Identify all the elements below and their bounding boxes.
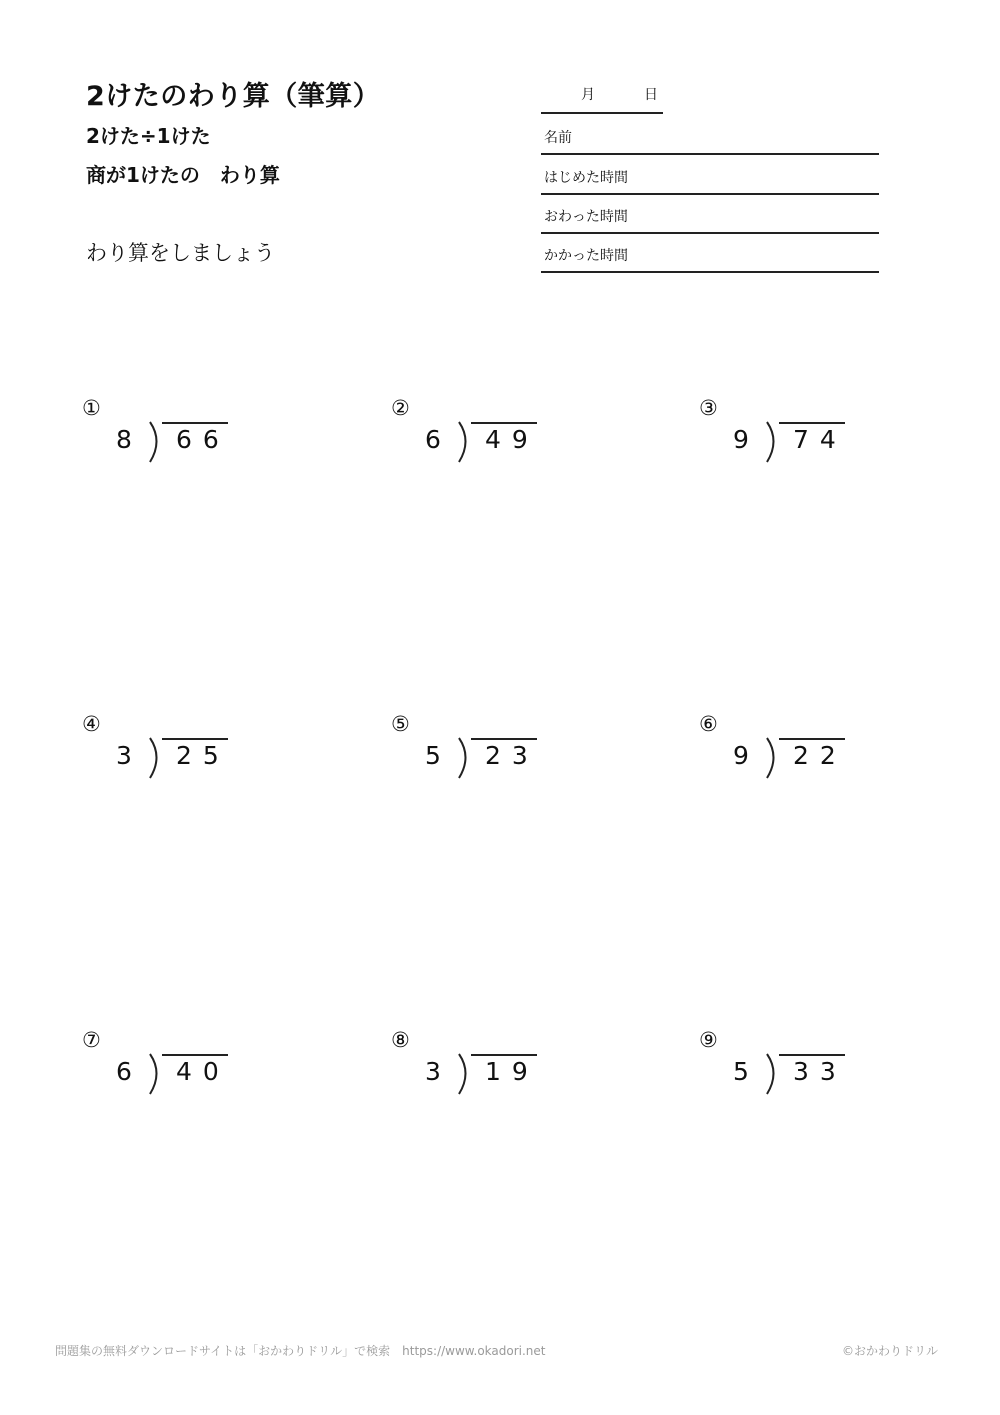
instruction-text: わり算をしましょう [86,241,275,265]
problem-number: ⑥ [699,712,718,736]
divisor: 5 [733,1057,749,1086]
end-time-label: おわった時間 [544,209,628,225]
division-bracket-icon [146,420,166,464]
month-label: 月 [581,87,595,103]
division-bar [162,422,228,424]
division-bracket-icon [146,1052,166,1096]
worksheet-subtitle-digits: 2けた÷1けた [86,124,211,148]
worksheet-subtitle-quotient: 商が1けたの わり算 [86,163,280,187]
division-bar [779,738,845,740]
divisor: 3 [116,741,132,770]
date-field[interactable] [541,84,663,114]
division-bracket-icon [455,420,475,464]
divisor: 9 [733,425,749,454]
divisor: 3 [425,1057,441,1086]
division-bracket-icon [146,736,166,780]
division-problem-6 [699,712,899,792]
division-problem-3 [699,396,899,476]
start-time-field[interactable] [541,155,879,195]
division-bar [162,738,228,740]
division-bracket-icon [763,736,783,780]
dividend: 66 [176,425,230,454]
dividend: 23 [485,741,539,770]
divisor: 6 [116,1057,132,1086]
start-time-label: はじめた時間 [544,170,628,186]
dividend: 74 [793,425,847,454]
dividend: 33 [793,1057,847,1086]
day-label: 日 [644,87,658,103]
problem-number: ⑧ [391,1028,410,1052]
divisor: 9 [733,741,749,770]
division-problem-8 [391,1028,591,1108]
dividend: 19 [485,1057,539,1086]
division-problem-9 [699,1028,899,1108]
problem-number: ④ [82,712,101,736]
division-bar [779,422,845,424]
problem-number: ⑨ [699,1028,718,1052]
elapsed-time-label: かかった時間 [544,248,628,264]
division-problem-2 [391,396,591,476]
dividend: 25 [176,741,230,770]
division-bar [162,1054,228,1056]
division-bracket-icon [455,736,475,780]
end-time-field[interactable] [541,194,879,234]
divisor: 5 [425,741,441,770]
divisor: 8 [116,425,132,454]
dividend: 49 [485,425,539,454]
problem-number: ① [82,396,101,420]
problem-number: ③ [699,396,718,420]
division-problem-1 [82,396,282,476]
footer-copyright: ©おかわりドリル [841,1344,938,1358]
name-field[interactable] [541,115,879,155]
division-bracket-icon [763,420,783,464]
division-bar [471,422,537,424]
division-bracket-icon [455,1052,475,1096]
name-label: 名前 [544,130,572,146]
division-bracket-icon [763,1052,783,1096]
divisor: 6 [425,425,441,454]
division-bar [779,1054,845,1056]
footer-site-notice: 問題集の無料ダウンロードサイトは「おかわりドリル」で検索 https://www.okadori.net [55,1344,546,1358]
division-bar [471,738,537,740]
problem-number: ⑤ [391,712,410,736]
problem-number: ② [391,396,410,420]
division-problem-4 [82,712,282,792]
division-bar [471,1054,537,1056]
elapsed-time-field[interactable] [541,233,879,273]
dividend: 40 [176,1057,230,1086]
problem-number: ⑦ [82,1028,101,1052]
division-problem-7 [82,1028,282,1108]
division-problem-5 [391,712,591,792]
worksheet-title: 2けたのわり算（筆算） [86,81,381,112]
dividend: 22 [793,741,847,770]
